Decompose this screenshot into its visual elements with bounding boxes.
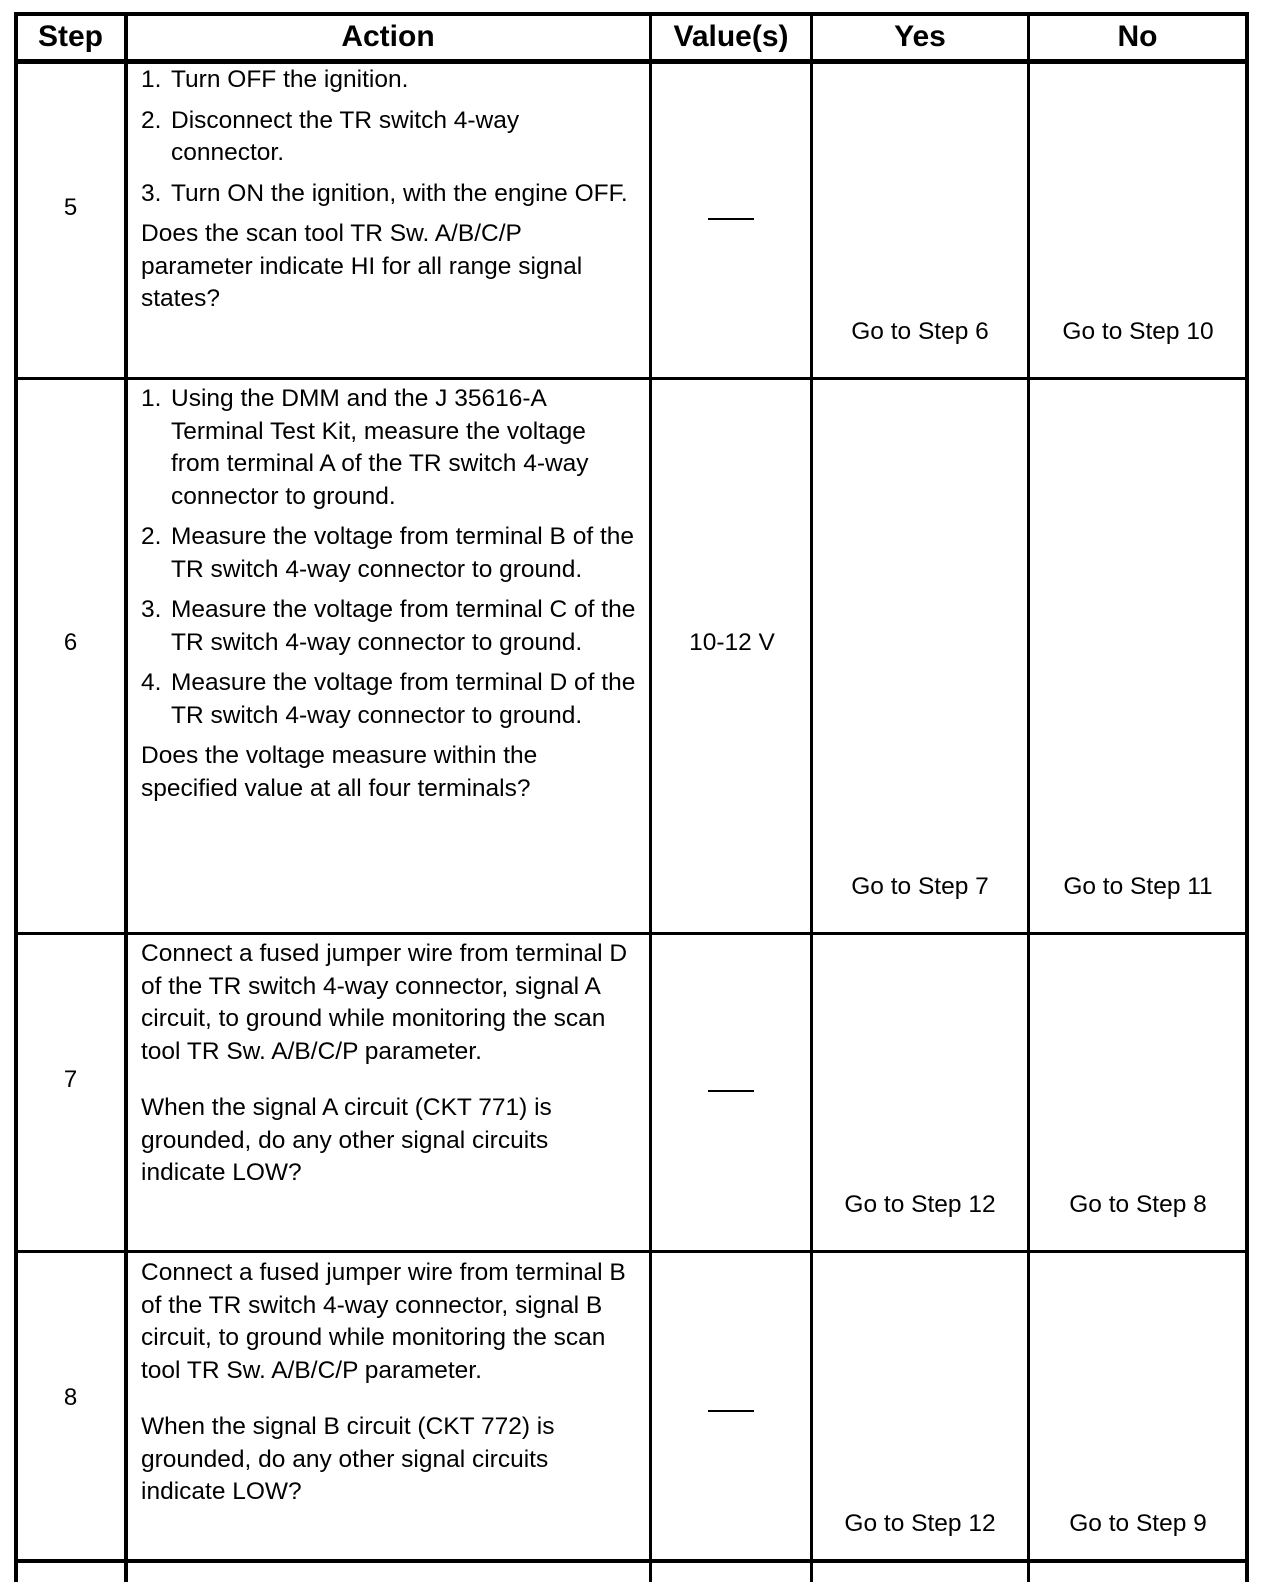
no-result: Go to Step 9 (1069, 1510, 1207, 1537)
instruction-text: Connect a fused jumper wire from terminal D of the TR switch 4-way connector, signal A circuit, to ground while monitoring the scan tool TR Sw. A/B/C/P parameter. (141, 940, 628, 1065)
row-divider (14, 377, 1249, 380)
no-result: Go to Step 10 (1062, 318, 1214, 345)
list-item (141, 594, 636, 659)
item-number: 3. (141, 596, 162, 623)
item-text: Using the DMM and the J 35616-A Terminal Test Kit, measure the voltage from terminal A of the TR switch 4-way connector to ground. (171, 385, 589, 510)
item-number: 2. (141, 523, 162, 550)
action-cell (141, 383, 636, 805)
step-number: 8 (63, 1384, 78, 1411)
question-text: When the signal A circuit (CKT 771) is grounded, do any other signal circuits indicate LOW? (141, 1094, 552, 1186)
no-value-dash (708, 1410, 754, 1412)
item-text: Turn OFF the ignition. (171, 66, 409, 93)
item-number: 1. (141, 385, 162, 412)
no-result: Go to Step 11 (1063, 873, 1213, 900)
no-value-dash (708, 1090, 754, 1092)
question-text: Does the scan tool TR Sw. A/B/C/P parameter indicate HI for all range signal states? (141, 220, 583, 312)
header-yes: Yes (894, 20, 946, 53)
row-divider (14, 932, 1249, 935)
item-number: 3. (141, 179, 162, 207)
yes-result: Go to Step 6 (851, 318, 989, 345)
question-text: Does the voltage measure within the specified value at all four terminals? (141, 742, 538, 802)
column-divider (1027, 12, 1030, 1582)
header-step: Step (37, 20, 103, 53)
item-text: Disconnect the TR switch 4-way connector. (171, 106, 520, 166)
list-item (141, 64, 636, 97)
list-item (141, 521, 636, 586)
list-item (141, 383, 636, 513)
item-number: 4. (141, 669, 162, 696)
item-number: 2. (141, 106, 162, 134)
item-number: 1. (141, 66, 162, 93)
list-item (141, 667, 636, 732)
step-number: 6 (63, 629, 78, 656)
yes-result: Go to Step 12 (844, 1191, 996, 1218)
column-divider (124, 12, 128, 1582)
item-text: Measure the voltage from terminal C of the TR switch 4-way connector to ground. (171, 596, 636, 656)
list-item (141, 178, 636, 211)
row-divider (14, 1250, 1249, 1253)
step-number: 5 (63, 194, 78, 221)
header-action: Action (341, 20, 435, 53)
action-cell (141, 1257, 636, 1509)
header-no: No (1117, 20, 1158, 53)
table-border-left (14, 12, 18, 1582)
spec-value: 10-12 V (689, 629, 775, 656)
action-cell (141, 938, 636, 1190)
header-values: Value(s) (673, 20, 789, 53)
instruction-text: Connect a fused jumper wire from terminal B of the TR switch 4-way connector, signal B circuit, to ground while monitoring the scan tool TR Sw. A/B/C/P parameter. (141, 1259, 626, 1384)
step-number: 7 (63, 1066, 78, 1093)
list-item (141, 105, 636, 170)
yes-result: Go to Step 12 (844, 1510, 996, 1537)
item-text: Turn ON the ignition, with the engine OFF. (171, 179, 628, 207)
no-value-dash (708, 218, 754, 220)
yes-result: Go to Step 7 (851, 873, 989, 900)
question-text: When the signal B circuit (CKT 772) is grounded, do any other signal circuits indicate LOW? (141, 1413, 555, 1505)
column-divider (810, 12, 813, 1582)
item-text: Measure the voltage from terminal D of the TR switch 4-way connector to ground. (171, 669, 636, 729)
no-result: Go to Step 8 (1069, 1191, 1207, 1218)
row-divider (14, 1559, 1249, 1563)
action-cell (141, 64, 636, 316)
column-divider (649, 12, 652, 1582)
item-text: Measure the voltage from terminal B of the TR switch 4-way connector to ground. (171, 523, 634, 583)
table-border-right (1245, 12, 1249, 1582)
